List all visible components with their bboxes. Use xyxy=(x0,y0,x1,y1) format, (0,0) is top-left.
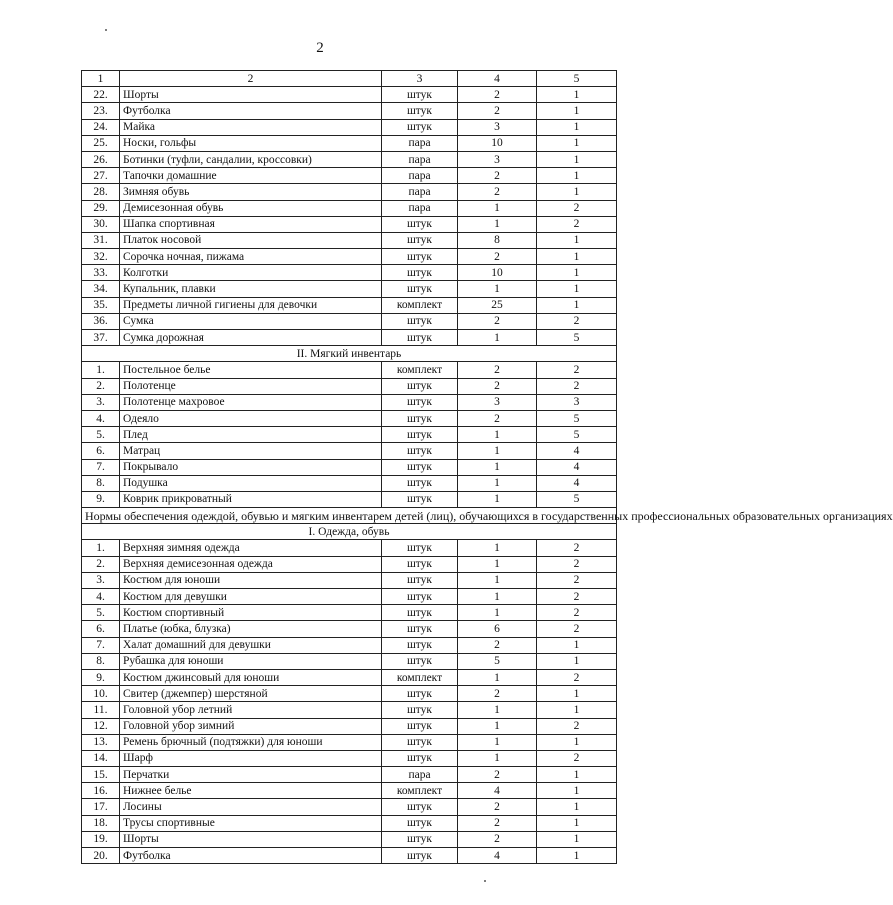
unit: штук xyxy=(382,799,458,815)
wear-years: 1 xyxy=(537,281,617,297)
quantity: 25 xyxy=(458,297,537,313)
item-name: Одеяло xyxy=(120,410,382,426)
quantity: 2 xyxy=(458,87,537,103)
table-row xyxy=(82,556,617,572)
quantity: 1 xyxy=(458,216,537,232)
table-row xyxy=(82,589,617,605)
unit: штук xyxy=(382,249,458,265)
quantity: 1 xyxy=(458,572,537,588)
wear-years: 2 xyxy=(537,669,617,685)
unit: штук xyxy=(382,572,458,588)
quantity: 1 xyxy=(458,200,537,216)
unit: штук xyxy=(382,702,458,718)
wear-years: 3 xyxy=(537,394,617,410)
unit: штук xyxy=(382,427,458,443)
header-col-2: 2 xyxy=(120,71,382,87)
item-name: Зимняя обувь xyxy=(120,184,382,200)
unit: штук xyxy=(382,410,458,426)
row-number: 33. xyxy=(82,265,120,281)
wear-years: 1 xyxy=(537,686,617,702)
item-name: Сумка xyxy=(120,313,382,329)
header-col-1: 1 xyxy=(82,71,120,87)
header-col-4: 4 xyxy=(458,71,537,87)
row-number: 30. xyxy=(82,216,120,232)
table-row xyxy=(82,669,617,685)
quantity: 1 xyxy=(458,443,537,459)
wear-years: 1 xyxy=(537,297,617,313)
item-name: Майка xyxy=(120,119,382,135)
unit: штук xyxy=(382,653,458,669)
row-number: 36. xyxy=(82,313,120,329)
unit: штук xyxy=(382,831,458,847)
wear-years: 1 xyxy=(537,734,617,750)
unit: штук xyxy=(382,265,458,281)
wear-years: 2 xyxy=(537,718,617,734)
row-number: 17. xyxy=(82,799,120,815)
item-name: Костюм для юноши xyxy=(120,572,382,588)
unit: пара xyxy=(382,135,458,151)
table-row xyxy=(82,540,617,556)
row-number: 37. xyxy=(82,330,120,346)
item-name: Ремень брючный (подтяжки) для юноши xyxy=(120,734,382,750)
item-name: Трусы спортивные xyxy=(120,815,382,831)
row-number: 12. xyxy=(82,718,120,734)
table-row xyxy=(82,378,617,394)
table-row xyxy=(82,718,617,734)
row-number: 9. xyxy=(82,669,120,685)
wear-years: 1 xyxy=(537,168,617,184)
table-row xyxy=(82,734,617,750)
quantity: 4 xyxy=(458,848,537,864)
section-row xyxy=(82,346,617,362)
item-name: Сорочка ночная, пижама xyxy=(120,249,382,265)
unit: штук xyxy=(382,394,458,410)
item-name: Головной убор летний xyxy=(120,702,382,718)
wear-years: 2 xyxy=(537,216,617,232)
row-number: 27. xyxy=(82,168,120,184)
quantity: 10 xyxy=(458,135,537,151)
quantity: 1 xyxy=(458,669,537,685)
item-name: Демисезонная обувь xyxy=(120,200,382,216)
item-name: Платок носовой xyxy=(120,232,382,248)
table-row xyxy=(82,410,617,426)
table-row xyxy=(82,848,617,864)
table-row xyxy=(82,653,617,669)
scan-speck xyxy=(105,29,107,31)
wear-years: 5 xyxy=(537,491,617,507)
quantity: 2 xyxy=(458,799,537,815)
item-name: Коврик прикроватный xyxy=(120,491,382,507)
wear-years: 1 xyxy=(537,848,617,864)
unit: штук xyxy=(382,686,458,702)
item-name: Халат домашний для девушки xyxy=(120,637,382,653)
wear-years: 1 xyxy=(537,87,617,103)
item-name: Покрывало xyxy=(120,459,382,475)
item-name: Шарф xyxy=(120,750,382,766)
item-name: Ботинки (туфли, сандалии, кроссовки) xyxy=(120,151,382,167)
unit: штук xyxy=(382,637,458,653)
row-number: 7. xyxy=(82,637,120,653)
quantity: 2 xyxy=(458,637,537,653)
table-row xyxy=(82,216,617,232)
unit: комплект xyxy=(382,783,458,799)
row-number: 5. xyxy=(82,427,120,443)
unit: штук xyxy=(382,605,458,621)
table-row xyxy=(82,362,617,378)
table-row xyxy=(82,297,617,313)
quantity: 3 xyxy=(458,151,537,167)
table-row xyxy=(82,151,617,167)
table-row xyxy=(82,637,617,653)
row-number: 23. xyxy=(82,103,120,119)
wear-years: 4 xyxy=(537,443,617,459)
table-row xyxy=(82,799,617,815)
header-row xyxy=(82,71,617,87)
item-name: Головной убор зимний xyxy=(120,718,382,734)
wear-years: 1 xyxy=(537,119,617,135)
item-name: Свитер (джемпер) шерстяной xyxy=(120,686,382,702)
wear-years: 2 xyxy=(537,313,617,329)
quantity: 1 xyxy=(458,750,537,766)
wear-years: 2 xyxy=(537,621,617,637)
table-row xyxy=(82,249,617,265)
wear-years: 2 xyxy=(537,572,617,588)
quantity: 1 xyxy=(458,556,537,572)
row-number: 22. xyxy=(82,87,120,103)
row-number: 34. xyxy=(82,281,120,297)
wear-years: 1 xyxy=(537,103,617,119)
wear-years: 1 xyxy=(537,265,617,281)
table-row xyxy=(82,783,617,799)
item-name: Предметы личной гигиены для девочки xyxy=(120,297,382,313)
item-name: Верхняя зимняя одежда xyxy=(120,540,382,556)
table-row xyxy=(82,119,617,135)
unit: штук xyxy=(382,103,458,119)
unit: пара xyxy=(382,200,458,216)
table-row xyxy=(82,200,617,216)
item-name: Носки, гольфы xyxy=(120,135,382,151)
wear-years: 1 xyxy=(537,653,617,669)
quantity: 2 xyxy=(458,410,537,426)
row-number: 14. xyxy=(82,750,120,766)
wear-years: 2 xyxy=(537,556,617,572)
unit: пара xyxy=(382,184,458,200)
item-name: Полотенце махровое xyxy=(120,394,382,410)
row-number: 9. xyxy=(82,491,120,507)
section-title: II. Мягкий инвентарь xyxy=(82,346,617,362)
wear-years: 4 xyxy=(537,459,617,475)
row-number: 2. xyxy=(82,556,120,572)
quantity: 2 xyxy=(458,362,537,378)
row-number: 3. xyxy=(82,572,120,588)
quantity: 1 xyxy=(458,330,537,346)
wear-years: 2 xyxy=(537,750,617,766)
row-number: 19. xyxy=(82,831,120,847)
unit: штук xyxy=(382,87,458,103)
quantity: 1 xyxy=(458,459,537,475)
wear-years: 1 xyxy=(537,184,617,200)
quantity: 1 xyxy=(458,491,537,507)
row-number: 29. xyxy=(82,200,120,216)
wear-years: 1 xyxy=(537,702,617,718)
row-number: 3. xyxy=(82,394,120,410)
quantity: 1 xyxy=(458,589,537,605)
item-name: Перчатки xyxy=(120,767,382,783)
table-row xyxy=(82,232,617,248)
row-number: 8. xyxy=(82,475,120,491)
unit: штук xyxy=(382,815,458,831)
wear-years: 2 xyxy=(537,589,617,605)
item-name: Верхняя демисезонная одежда xyxy=(120,556,382,572)
unit: штук xyxy=(382,589,458,605)
quantity: 3 xyxy=(458,119,537,135)
wear-years: 1 xyxy=(537,232,617,248)
section-row xyxy=(82,524,617,540)
row-number: 25. xyxy=(82,135,120,151)
unit: пара xyxy=(382,767,458,783)
table-row xyxy=(82,572,617,588)
table-row xyxy=(82,313,617,329)
unit: штук xyxy=(382,216,458,232)
table-row xyxy=(82,459,617,475)
table-row xyxy=(82,427,617,443)
quantity: 2 xyxy=(458,168,537,184)
header-col-3: 3 xyxy=(382,71,458,87)
table-row xyxy=(82,621,617,637)
unit: комплект xyxy=(382,669,458,685)
wear-years: 5 xyxy=(537,427,617,443)
quantity: 4 xyxy=(458,783,537,799)
table-row xyxy=(82,265,617,281)
wear-years: 1 xyxy=(537,831,617,847)
quantity: 1 xyxy=(458,718,537,734)
item-name: Платье (юбка, блузка) xyxy=(120,621,382,637)
quantity: 2 xyxy=(458,249,537,265)
item-name: Костюм спортивный xyxy=(120,605,382,621)
quantity: 6 xyxy=(458,621,537,637)
row-number: 11. xyxy=(82,702,120,718)
quantity: 2 xyxy=(458,686,537,702)
row-number: 10. xyxy=(82,686,120,702)
table-row xyxy=(82,475,617,491)
row-number: 15. xyxy=(82,767,120,783)
wear-years: 1 xyxy=(537,151,617,167)
unit: штук xyxy=(382,459,458,475)
wear-years: 2 xyxy=(537,362,617,378)
row-number: 1. xyxy=(82,540,120,556)
table-row xyxy=(82,686,617,702)
unit: штук xyxy=(382,378,458,394)
row-number: 2. xyxy=(82,378,120,394)
table-row xyxy=(82,750,617,766)
quantity: 1 xyxy=(458,540,537,556)
quantity: 1 xyxy=(458,734,537,750)
norms-table xyxy=(81,70,893,864)
quantity: 1 xyxy=(458,475,537,491)
section-title: I. Одежда, обувь xyxy=(82,524,617,540)
unit: комплект xyxy=(382,362,458,378)
unit: штук xyxy=(382,313,458,329)
unit: штук xyxy=(382,556,458,572)
norms-table-body xyxy=(82,71,893,864)
item-name: Нижнее белье xyxy=(120,783,382,799)
norms-note: Нормы обеспечения одеждой, обувью и мягким инвентарем детей (лиц), обучающихся в государственных профессиональных образовательных организациях xyxy=(82,508,617,524)
quantity: 3 xyxy=(458,394,537,410)
item-name: Полотенце xyxy=(120,378,382,394)
unit: пара xyxy=(382,168,458,184)
wear-years: 2 xyxy=(537,605,617,621)
quantity: 5 xyxy=(458,653,537,669)
table-row xyxy=(82,767,617,783)
item-name: Костюм джинсовый для юноши xyxy=(120,669,382,685)
header-col-5: 5 xyxy=(537,71,617,87)
unit: штук xyxy=(382,540,458,556)
page-number: 2 xyxy=(316,40,324,56)
row-number: 24. xyxy=(82,119,120,135)
quantity: 2 xyxy=(458,767,537,783)
wear-years: 1 xyxy=(537,783,617,799)
item-name: Шорты xyxy=(120,87,382,103)
row-number: 32. xyxy=(82,249,120,265)
item-name: Тапочки домашние xyxy=(120,168,382,184)
row-number: 16. xyxy=(82,783,120,799)
norms-note-row xyxy=(82,508,617,524)
unit: пара xyxy=(382,151,458,167)
quantity: 2 xyxy=(458,831,537,847)
item-name: Матрац xyxy=(120,443,382,459)
table-row xyxy=(82,831,617,847)
table-row xyxy=(82,394,617,410)
row-number: 8. xyxy=(82,653,120,669)
wear-years: 1 xyxy=(537,135,617,151)
quantity: 10 xyxy=(458,265,537,281)
item-name: Футболка xyxy=(120,103,382,119)
unit: штук xyxy=(382,232,458,248)
table-row xyxy=(82,87,617,103)
item-name: Колготки xyxy=(120,265,382,281)
row-number: 20. xyxy=(82,848,120,864)
table-row xyxy=(82,103,617,119)
item-name: Шорты xyxy=(120,831,382,847)
table-row xyxy=(82,443,617,459)
quantity: 2 xyxy=(458,378,537,394)
quantity: 1 xyxy=(458,427,537,443)
row-number: 5. xyxy=(82,605,120,621)
item-name: Купальник, плавки xyxy=(120,281,382,297)
wear-years: 1 xyxy=(537,767,617,783)
quantity: 1 xyxy=(458,702,537,718)
row-number: 4. xyxy=(82,410,120,426)
row-number: 26. xyxy=(82,151,120,167)
row-number: 1. xyxy=(82,362,120,378)
unit: штук xyxy=(382,491,458,507)
unit: штук xyxy=(382,734,458,750)
item-name: Постельное белье xyxy=(120,362,382,378)
row-number: 18. xyxy=(82,815,120,831)
row-number: 7. xyxy=(82,459,120,475)
row-number: 6. xyxy=(82,443,120,459)
unit: штук xyxy=(382,330,458,346)
quantity: 1 xyxy=(458,281,537,297)
wear-years: 2 xyxy=(537,200,617,216)
quantity: 2 xyxy=(458,184,537,200)
unit: штук xyxy=(382,119,458,135)
row-number: 6. xyxy=(82,621,120,637)
row-number: 13. xyxy=(82,734,120,750)
scan-speck xyxy=(484,880,486,882)
item-name: Лосины xyxy=(120,799,382,815)
quantity: 1 xyxy=(458,605,537,621)
item-name: Подушка xyxy=(120,475,382,491)
row-number: 35. xyxy=(82,297,120,313)
quantity: 2 xyxy=(458,313,537,329)
table-row xyxy=(82,702,617,718)
wear-years: 2 xyxy=(537,540,617,556)
wear-years: 1 xyxy=(537,799,617,815)
unit: штук xyxy=(382,281,458,297)
wear-years: 2 xyxy=(537,378,617,394)
unit: штук xyxy=(382,718,458,734)
item-name: Костюм для девушки xyxy=(120,589,382,605)
table-row xyxy=(82,330,617,346)
wear-years: 1 xyxy=(537,637,617,653)
table-row xyxy=(82,184,617,200)
table-row xyxy=(82,605,617,621)
item-name: Шапка спортивная xyxy=(120,216,382,232)
table-row xyxy=(82,135,617,151)
row-number: 31. xyxy=(82,232,120,248)
wear-years: 5 xyxy=(537,330,617,346)
wear-years: 1 xyxy=(537,815,617,831)
item-name: Рубашка для юноши xyxy=(120,653,382,669)
table-row xyxy=(82,491,617,507)
unit: штук xyxy=(382,443,458,459)
unit: штук xyxy=(382,750,458,766)
table-row xyxy=(82,168,617,184)
unit: штук xyxy=(382,621,458,637)
item-name: Плед xyxy=(120,427,382,443)
unit: штук xyxy=(382,848,458,864)
wear-years: 1 xyxy=(537,249,617,265)
quantity: 2 xyxy=(458,103,537,119)
wear-years: 5 xyxy=(537,410,617,426)
unit: комплект xyxy=(382,297,458,313)
quantity: 2 xyxy=(458,815,537,831)
table-row xyxy=(82,281,617,297)
item-name: Сумка дорожная xyxy=(120,330,382,346)
table-row xyxy=(82,815,617,831)
row-number: 4. xyxy=(82,589,120,605)
item-name: Футболка xyxy=(120,848,382,864)
wear-years: 4 xyxy=(537,475,617,491)
quantity: 8 xyxy=(458,232,537,248)
unit: штук xyxy=(382,475,458,491)
row-number: 28. xyxy=(82,184,120,200)
